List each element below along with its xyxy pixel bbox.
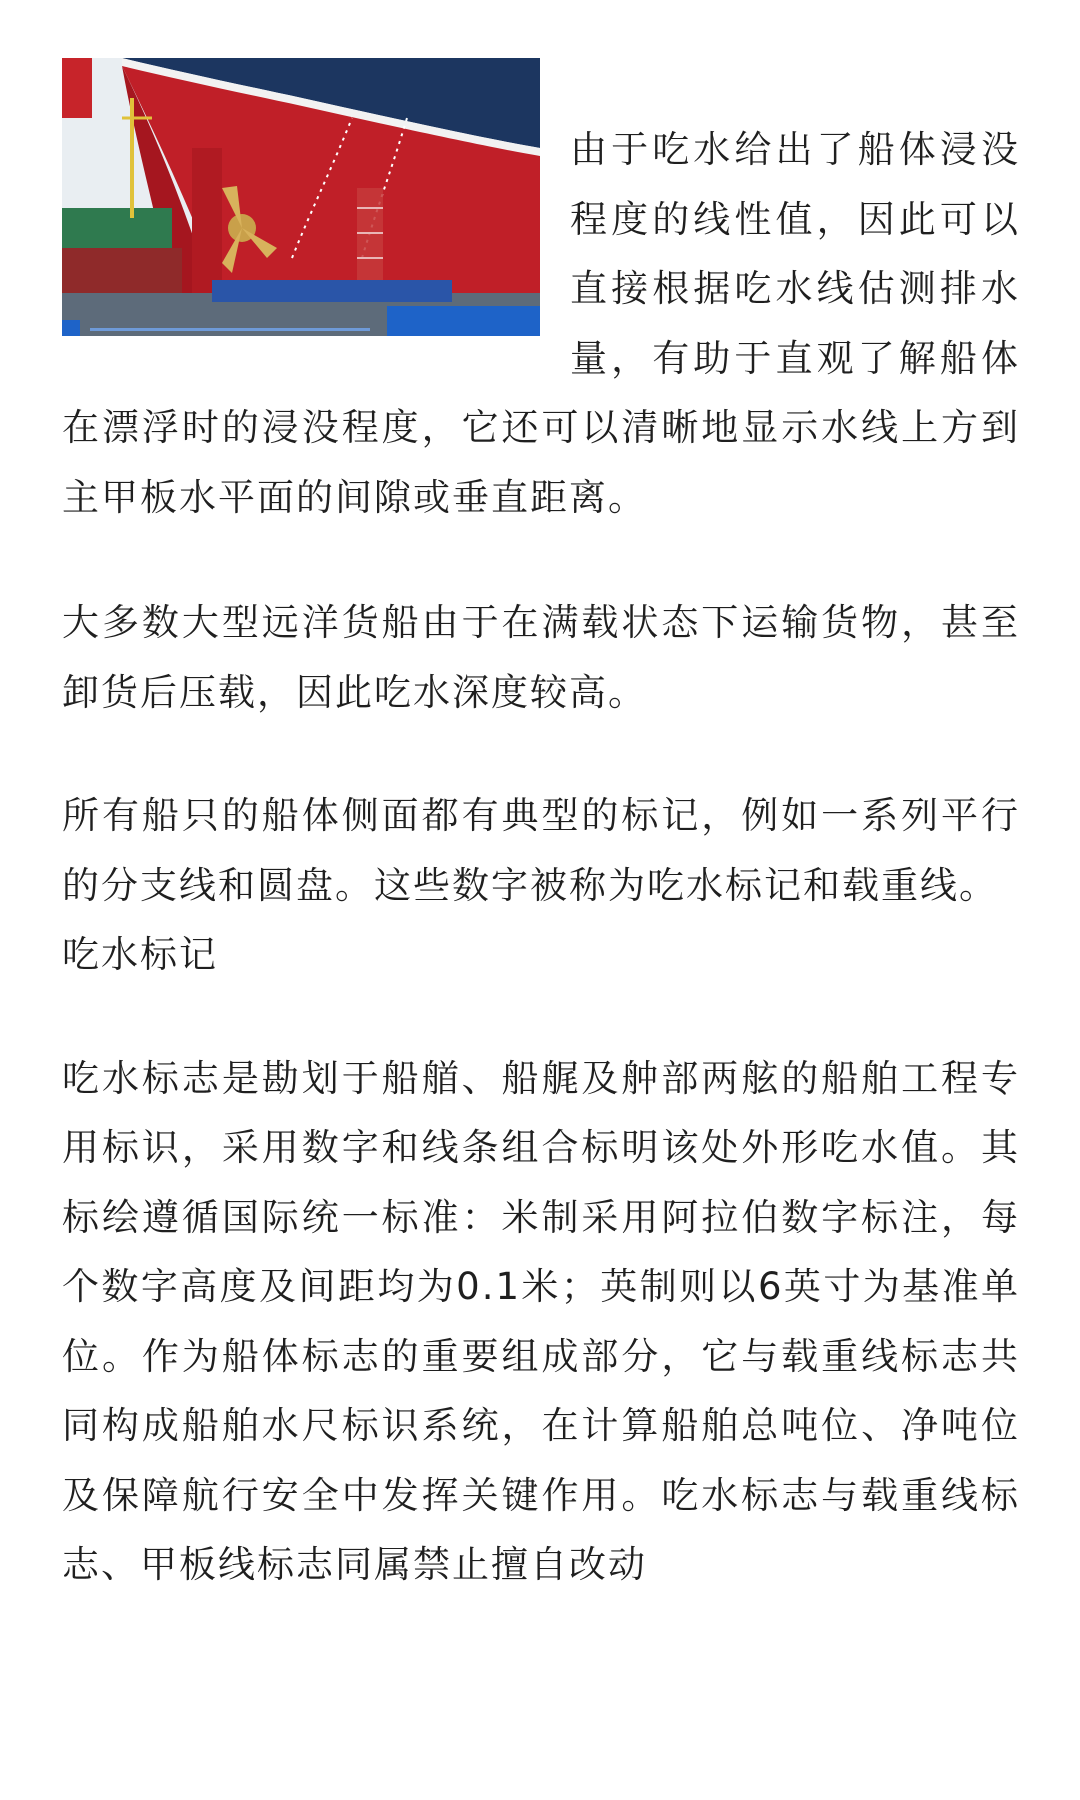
paragraph-ocean-cargo: 大多数大型远洋货船由于在满载状态下运输货物，甚至卸货后压载，因此吃水深度较高。 [62, 601, 1020, 714]
paragraph-hull-markings: 所有船只的船体侧面都有典型的标记，例如一系列平行的分支线和圆盘。这些数字被称为吃水标记和载重线。 [62, 794, 1020, 907]
section-heading-draft-marks: 吃水标记 [62, 933, 218, 976]
ship-hull-illustration [62, 58, 540, 336]
paragraph-draft-mark-standard: 吃水标志是勘划于船艏、船艉及舯部两舷的船舶工程专用标识，采用数字和线条组合标明该处外形吃水值。其标绘遵循国际统一标准：米制采用阿拉伯数字标注，每个数字高度及间距均为0.1米；英制则以6英寸为基准单位。作为船体标志的重要组成部分，它与载重线标志共同构成船舶水尺标识系统，在计算船舶总吨位、净吨位及保障航行安全中发挥关键作用。吃水标志与载重线标志、甲板线标志同属禁止擅自改动 [62, 1056, 1020, 1586]
paragraph-draft-intro: 由于吃水给出了船体浸没程度的线性值，因此可以直接根据吃水线估测排水量，有助于直观了解船体在漂浮时的浸没程度，它还可以清晰地显示水线上方到主甲板水平面的间隙或垂直距离。 [62, 128, 1020, 519]
article-body [62, 0, 1020, 1600]
ship-hull-photo [62, 58, 540, 336]
